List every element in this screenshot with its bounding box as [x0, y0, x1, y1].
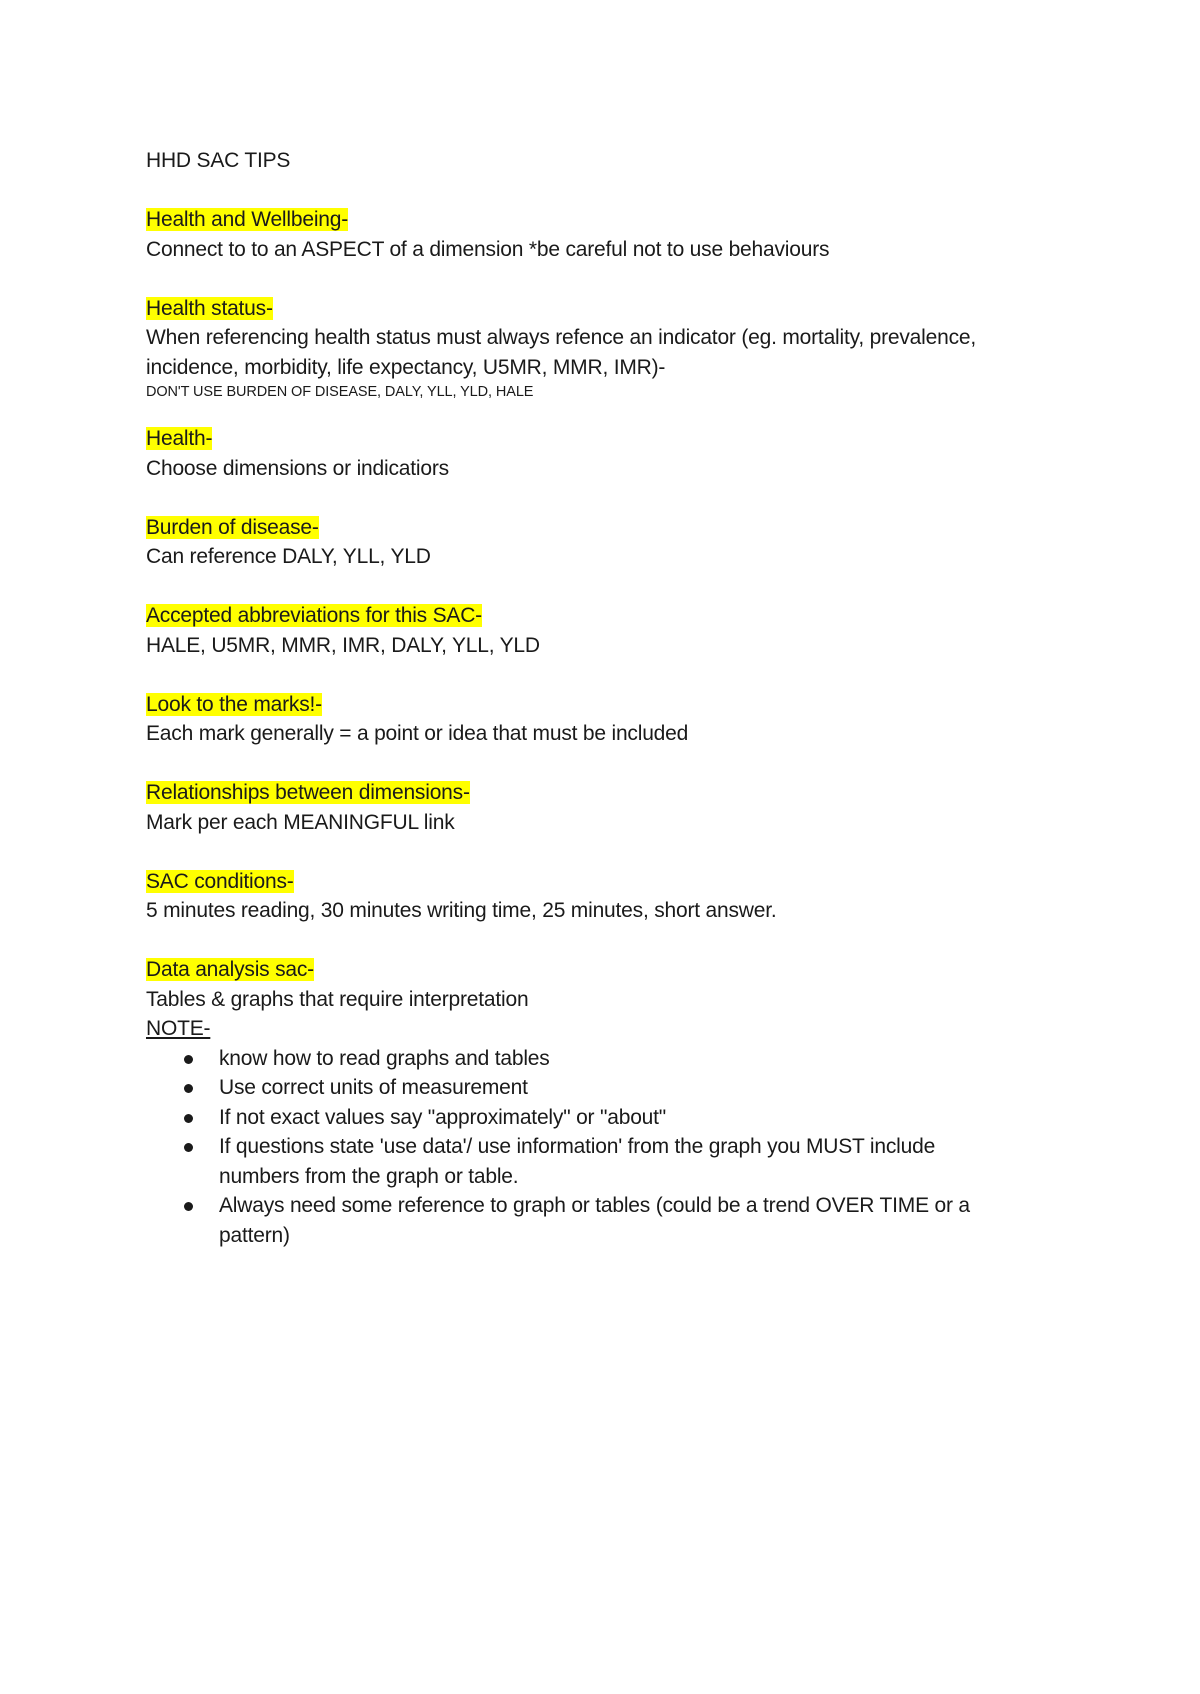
- section-heading: Look to the marks!-: [146, 692, 322, 716]
- note-line: [146, 1014, 1066, 1044]
- list-item-text: pattern): [219, 1223, 290, 1247]
- section-heading: Burden of disease-: [146, 515, 319, 539]
- bullet-icon: [184, 1084, 193, 1093]
- note-label: NOTE-: [146, 1017, 211, 1040]
- section-text: Mark per each MEANINGFUL link: [146, 810, 455, 834]
- bullet-icon: [184, 1202, 193, 1211]
- list-item: [146, 1044, 1066, 1074]
- section-data-analysis-sac: [146, 955, 1066, 1250]
- section-health-status: [146, 294, 1066, 403]
- section-relationships-between-dimensions: [146, 778, 1066, 837]
- list-item-text: Use correct units of measurement: [219, 1076, 528, 1099]
- section-heading: Data analysis sac-: [146, 958, 314, 981]
- section-text: Choose dimensions or indicatiors: [146, 456, 449, 480]
- section-text: Can reference DALY, YLL, YLD: [146, 545, 431, 568]
- section-text: Connect to to an ASPECT of a dimension *be careful not to use behaviours: [146, 237, 830, 261]
- list-item-text: If questions state 'use data'/ use information' from the graph you MUST include: [219, 1135, 936, 1158]
- list-item-text: Always need some reference to graph or tables (could be a trend OVER TIME or a: [219, 1194, 970, 1217]
- section-text: 5 minutes reading, 30 minutes writing time, 25 minutes, short answer.: [146, 899, 777, 922]
- section-heading: Health and Wellbeing-: [146, 208, 349, 231]
- section-heading: Health-: [146, 427, 213, 450]
- tips-list: [146, 1044, 1066, 1251]
- list-item-text: If not exact values say "approximately" or "about": [219, 1105, 667, 1129]
- bullet-icon: [184, 1114, 193, 1123]
- warning-note: DON'T USE BURDEN OF DISEASE, DALY, YLL, YLD, HALE: [146, 384, 534, 400]
- list-item: [146, 1073, 1066, 1103]
- section-heading: Health status-: [146, 296, 273, 320]
- section-health-and-wellbeing: [146, 205, 1066, 264]
- section-text: Each mark generally = a point or idea that must be included: [146, 722, 689, 745]
- bullet-icon: [184, 1143, 193, 1152]
- section-heading: SAC conditions-: [146, 869, 294, 893]
- section-text: HALE, U5MR, MMR, IMR, DALY, YLL, YLD: [146, 633, 540, 657]
- document-page: [146, 146, 1066, 1280]
- list-item: [146, 1132, 1066, 1191]
- section-heading: Relationships between dimensions-: [146, 781, 470, 804]
- section-text: When referencing health status must always refence an indicator (eg. mortality, prevalence,: [146, 326, 976, 349]
- section-accepted-abbreviations: [146, 601, 1066, 660]
- section-text: Tables & graphs that require interpretation: [146, 987, 529, 1011]
- bullet-icon: [184, 1055, 193, 1064]
- list-item-text: numbers from the graph or table.: [219, 1164, 519, 1188]
- list-item-text: know how to read graphs and tables: [219, 1046, 550, 1070]
- section-heading: Accepted abbreviations for this SAC-: [146, 604, 482, 627]
- section-burden-of-disease: [146, 513, 1066, 572]
- section-sac-conditions: [146, 867, 1066, 926]
- section-look-to-the-marks: [146, 690, 1066, 749]
- section-text: incidence, morbidity, life expectancy, U5MR, MMR, IMR)-: [146, 355, 666, 379]
- document-title: HHD SAC TIPS: [146, 149, 291, 172]
- section-health: [146, 424, 1066, 483]
- list-item: [146, 1103, 1066, 1133]
- list-item: [146, 1191, 1066, 1250]
